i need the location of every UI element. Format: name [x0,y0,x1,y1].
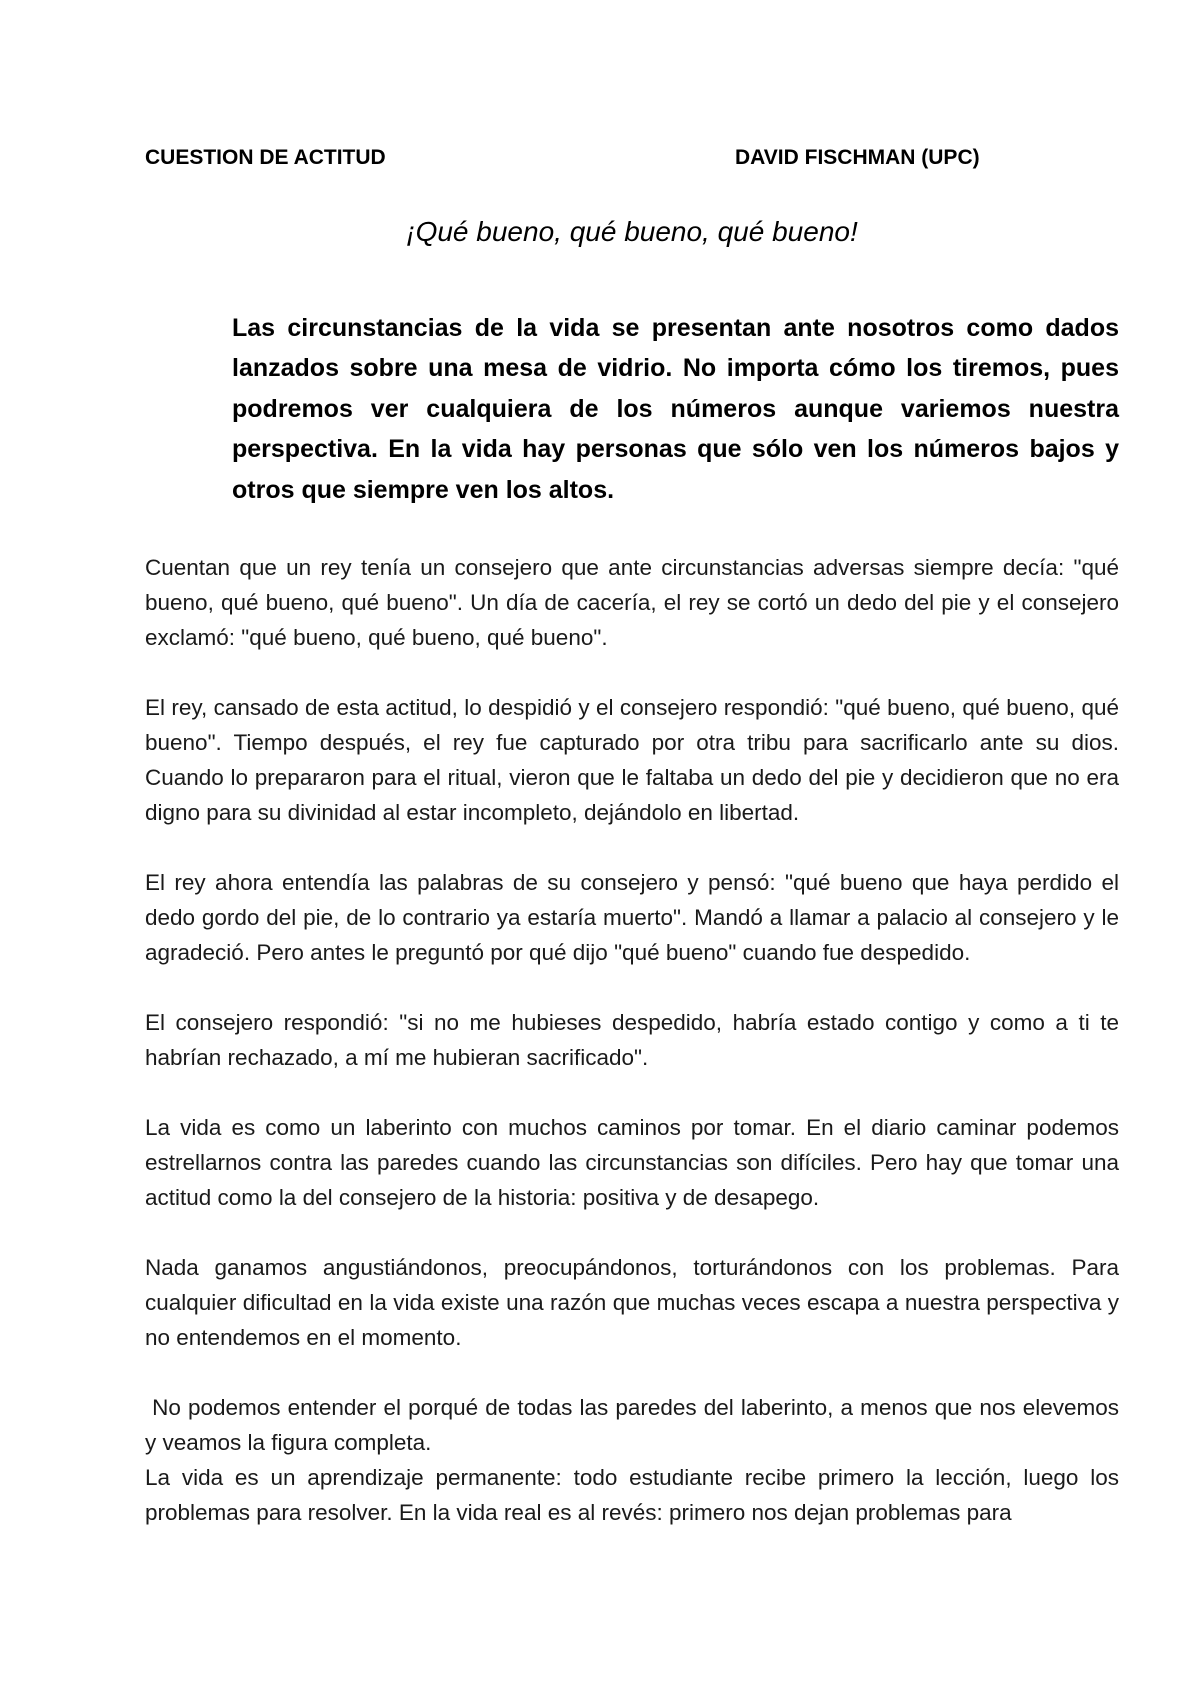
body-paragraph: El rey, cansado de esta actitud, lo despidió y el consejero respondió: "qué bueno, qué bueno, qué bueno". Tiempo después, el rey fue capturado por otra tribu para sacrificarlo ante su dios. Cuando lo prepararon para el ritual, vieron que le faltaba un dedo del pie y decidieron que no era digno para su divinidad al estar incompleto, dejándolo en libertad. [145,695,1119,825]
document-body [145,550,1126,1530]
body-paragraph: Cuentan que un rey tenía un consejero que ante circunstancias adversas siempre decía: "qué bueno, qué bueno, qué bueno". Un día de cacería, el rey se cortó un dedo del pie y el consejero exclamó: "qué bueno, qué bueno, qué bueno". [145,555,1119,650]
body-paragraph: El rey ahora entendía las palabras de su consejero y pensó: "qué bueno que haya perdido el dedo gordo del pie, de lo contrario ya estaría muerto". Mandó a llamar a palacio al consejero y le agradeció. Pero antes le preguntó por qué dijo "qué bueno" cuando fue despedido. [145,870,1119,965]
header-author: DAVID FISCHMAN (UPC) [735,146,980,169]
body-paragraph: La vida es como un laberinto con muchos caminos por tomar. En el diario caminar podemos estrellarnos contra las paredes cuando las circunstancias son difíciles. Pero hay que tomar una actitud como la del consejero de la historia: positiva y de desapego. [145,1115,1119,1210]
header-title: CUESTION DE ACTITUD [145,146,386,169]
document-header [145,146,1025,172]
document-title: ¡Qué bueno, qué bueno, qué bueno! [406,216,858,247]
abstract-paragraph: Las circunstancias de la vida se presentan ante nosotros como dados lanzados sobre una mesa de vidrio. No importa cómo los tiremos, pues podremos ver cualquiera de los números aunque variemos nuestra perspectiva. En la vida hay personas que sólo ven los números bajos y otros que siempre ven los altos. [232,314,1119,504]
body-paragraph: Nada ganamos angustiándonos, preocupándonos, torturándonos con los problemas. Para cualquier dificultad en la vida existe una razón que muchas veces escapa a nuestra perspectiva y no entendemos en el momento. [145,1255,1119,1350]
body-paragraph: El consejero respondió: "si no me hubieses despedido, habría estado contigo y como a ti te habrían rechazado, a mí me hubieran sacrificado". [145,1010,1119,1070]
body-paragraph: No podemos entender el porqué de todas las paredes del laberinto, a menos que nos elevemos y veamos la figura completa. [145,1395,1126,1455]
body-paragraph: La vida es un aprendizaje permanente: todo estudiante recibe primero la lección, luego los problemas para resolver. En la vida real es al revés: primero nos dejan problemas para [145,1465,1119,1525]
